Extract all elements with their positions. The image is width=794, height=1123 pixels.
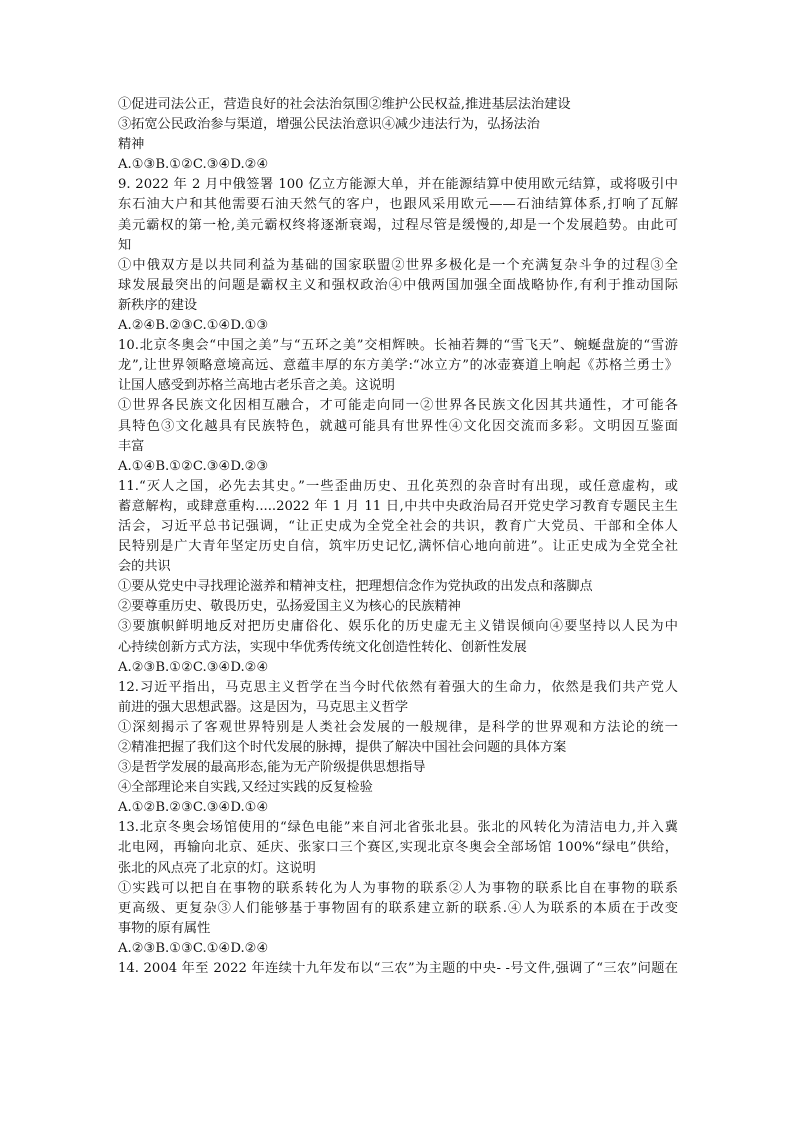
text-line: 12.习近平指出，马克思主义哲学在当今时代依然有着强大的生命力，依然是我们共产党人	[118, 679, 678, 695]
text-line: 新秩序的建设	[118, 297, 198, 313]
text-line: 心持续创新方式方法，实现中华优秀传统文化创造性转化、创新性发展	[118, 639, 527, 655]
text-line: 会的共识	[118, 559, 171, 575]
text-line: 张北的风点亮了北京的灯。这说明	[118, 860, 316, 876]
text-line: 东石油大户和其他需要石油天然气的客户，也跟风采用欧元——石油结算体系,打响了瓦解	[118, 197, 678, 213]
text-line: ①促进司法公正，营造良好的社会法治氛围②维护公民权益,推进基层法治建设	[118, 97, 571, 112]
text-line: A.②④B.②③C.①④D.①③	[118, 318, 269, 334]
text-line: A.①④B.①②C.③④D.②③	[118, 458, 269, 474]
text-line: 精神	[118, 137, 145, 153]
text-line: 北电网，再输向北京、延庆、张家口三个赛区,实现北京冬奥会全部场馆 100%“绿电”供给，	[118, 840, 678, 856]
text-line: ②要尊重历史、敬畏历史，弘扬爱国主义为核心的民族精神	[118, 599, 461, 615]
text-line: ③是哲学发展的最高形态,能为无产阶级提供思想指导	[118, 760, 426, 776]
text-line: ①世界各民族文化因相互融合，才可能走向同一②世界各民族文化因其共通性，才可能各	[118, 398, 678, 414]
document-page	[118, 95, 678, 979]
text-line: 民特别是广大青年坚定历史自信，筑牢历史记忆,满怀信心地向前进”。让正史成为全党全社	[118, 539, 678, 555]
text-line: 更高级、更复杂③人们能够基于事物固有的联系建立新的联系.④人为联系的本质在于改变	[118, 900, 678, 916]
text-line: 活会，习近平总书记强调，“让正史成为全党全社会的共识，教育广大党员、干部和全体人	[118, 518, 678, 534]
text-line: 具特色③文化越具有民族特色，就越可能具有世界性④文化因交流而多彩。文明因互鉴面	[118, 418, 678, 434]
text-line: ①中俄双方是以共同利益为基础的国家联盟②世界多极化是一个充满复杂斗争的过程③全	[118, 257, 678, 273]
text-line: 丰富	[118, 438, 145, 454]
text-line: ③要旗帜鲜明地反对把历史庸俗化、娱乐化的历史虚无主义错误倾向④要坚持以人民为中	[118, 619, 678, 635]
text-line: ①要从党史中寻找理论滋养和精神支柱，把理想信念作为党执政的出发点和落脚点	[118, 579, 593, 595]
text-line: 事物的原有属性	[118, 920, 211, 936]
text-line: 龙”,让世界领略意境高远、意蕴丰厚的东方美学:“冰立方”的冰壶赛道上响起《苏格兰勇士》	[118, 358, 678, 374]
text-line: ④全部理论来自实践,又经过实践的反复检验	[118, 780, 373, 796]
text-line: 美元霸权的第一枪,美元霸权终将逐渐衰竭，过程尽管是缓慢的,却是一个发展趋势。由此可	[118, 217, 678, 233]
text-line: 球发展最突出的问题是霸权主义和强权政治④中俄两国加强全面战略协作,有利于推动国际	[118, 277, 678, 293]
text-line: ③拓宽公民政治参与渠道，增强公民法治意识④减少违法行为，弘扬法治	[118, 117, 540, 133]
text-line: 知	[118, 237, 132, 253]
text-line: 9. 2022 年 2 月中俄签署 100 亿立方能源大单，并在能源结算中使用欧元结算，或将吸引中	[118, 177, 678, 193]
text-line: ①实践可以把自在事物的联系转化为人为事物的联系②人为事物的联系比自在事物的联系	[118, 880, 678, 896]
text-line: 蓄意解构，或肆意重构.....2022 年 1 月 11 日,中共中央政治局召开党史学习教育专题民主生	[118, 498, 678, 514]
text-line: ②精准把握了我们这个时代发展的脉搏，提供了解决中国社会问题的具体方案	[118, 740, 567, 755]
text-line: 11.“灭人之国，必先去其史。”一些歪曲历史、丑化英烈的杂音时有出现，或任意虚构，或	[118, 478, 678, 494]
text-line: A.②③B.①②C.③④D.②④	[118, 659, 269, 675]
text-line: 14. 2004 年至 2022 年连续十九年发布以“三农”为主题的中央- -号文件,强调了“三农”问题在	[118, 961, 678, 977]
text-line: A.①②B.②③C.③④D.①④	[118, 800, 269, 816]
text-line: A.②③B.①③C.①④D.②④	[118, 940, 269, 956]
text-line: 让国人感受到苏格兰高地古老乐音之美。这说明	[118, 378, 395, 394]
text-line: 13.北京冬奥会场馆使用的“绿色电能”来自河北省张北县。张北的风转化为清洁电力,并入冀	[118, 820, 678, 836]
text-line: A.①③B.①②C.③④D.②④	[118, 157, 269, 173]
text-line: 10.北京冬奥会“中国之美”与“五环之美”交相辉映。长袖若舞的“雪飞天”、蜿蜒盘旋的“雪游	[118, 338, 678, 354]
text-line: 前进的强大思想武器。这是因为，马克思主义哲学	[118, 699, 409, 715]
text-line: ①深刻揭示了客观世界特别是人类社会发展的一般规律，是科学的世界观和方法论的统一	[118, 719, 678, 735]
